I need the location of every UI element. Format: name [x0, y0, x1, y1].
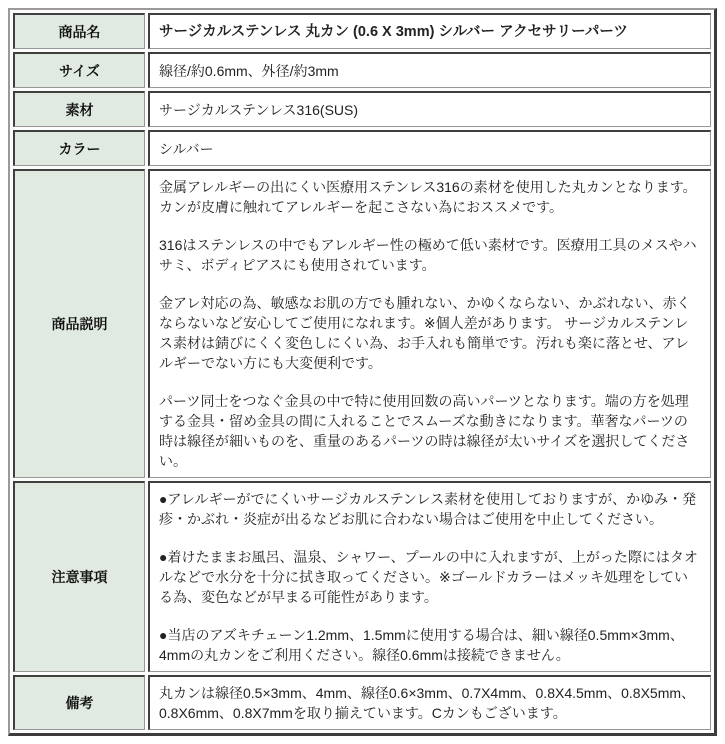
value-size: 線径/約0.6mm、外径/約3mm	[148, 52, 711, 88]
label-color: カラー	[13, 130, 145, 166]
caution-paragraph: ●当店のアズキチェーン1.2mm、1.5mmに使用する場合は、細い線径0.5mm×3mm、4mmの丸カンをご利用ください。線径0.6mmは接続できません。	[159, 627, 684, 663]
label-description: 商品説明	[13, 169, 145, 478]
value-cautions	[148, 481, 711, 672]
label-material: 素材	[13, 91, 145, 127]
row-material	[13, 91, 711, 127]
label-cautions: 注意事項	[13, 481, 145, 672]
description-paragraph: パーツ同士をつなぐ金具の中で特に使用回数の高いパーツとなります。端の方を処理する金具・留め金具の間に入れることでスムーズな動きになります。華奢なパーツの時は線径が細いものを、重量のあるパーツの時は線径が太いサイズを選択してください。	[159, 393, 690, 469]
value-description	[148, 169, 711, 478]
description-paragraph: 金アレ対応の為、敏感なお肌の方でも腫れない、かゆくならない、かぶれない、赤くならないなど安心してご使用になれます。※個人差があります。 サージカルステンレス素材は錆びにくく変色しにくい為、お手入れも簡単です。汚れも楽に落とせ、アレルギーでない方にも大変便利です。	[159, 295, 691, 371]
product-spec-table	[8, 8, 717, 736]
label-size: サイズ	[13, 52, 145, 88]
row-description	[13, 169, 711, 478]
row-cautions	[13, 481, 711, 672]
value-product-name: サージカルステンレス 丸カン (0.6 X 3mm) シルバー アクセサリーパーツ	[148, 13, 711, 49]
value-material: サージカルステンレス316(SUS)	[148, 91, 711, 127]
row-product-name	[13, 13, 711, 49]
caution-paragraph: ●着けたままお風呂、温泉、シャワー、プールの中に入れますが、上がった際にはタオルなどで水分を十分に拭き取ってください。※ゴールドカラーはメッキ処理をしている為、変色などが早まる可能性があります。	[159, 549, 698, 605]
label-product-name: 商品名	[13, 13, 145, 49]
caution-paragraph: ●アレルギーがでにくいサージカルステンレス素材を使用しておりますが、かゆみ・発疹・かぶれ・炎症が出るなどお肌に合わない場合はご使用を中止してください。	[159, 491, 697, 527]
description-paragraph: 316はステンレスの中でもアレルギー性の極めて低い素材です。医療用工具のメスやハサミ、ボディピアスにも使用されています。	[159, 237, 697, 273]
value-remarks: 丸カンは線径0.5×3mm、4mm、線径0.6×3mm、0.7X4mm、0.8X4.5mm、0.8X5mm、0.8X6mm、0.8X7mmを取り揃えています。Cカンもございます。	[148, 675, 711, 730]
row-color	[13, 130, 711, 166]
row-size	[13, 52, 711, 88]
label-remarks: 備考	[13, 675, 145, 730]
description-paragraph: 金属アレルギーの出にくい医療用ステンレス316の素材を使用した丸カンとなります。カンが皮膚に触れてアレルギーを起こさない為におススメです。	[159, 179, 697, 215]
row-remarks	[13, 675, 711, 730]
value-color: シルバー	[148, 130, 711, 166]
product-spec-page	[8, 8, 717, 736]
